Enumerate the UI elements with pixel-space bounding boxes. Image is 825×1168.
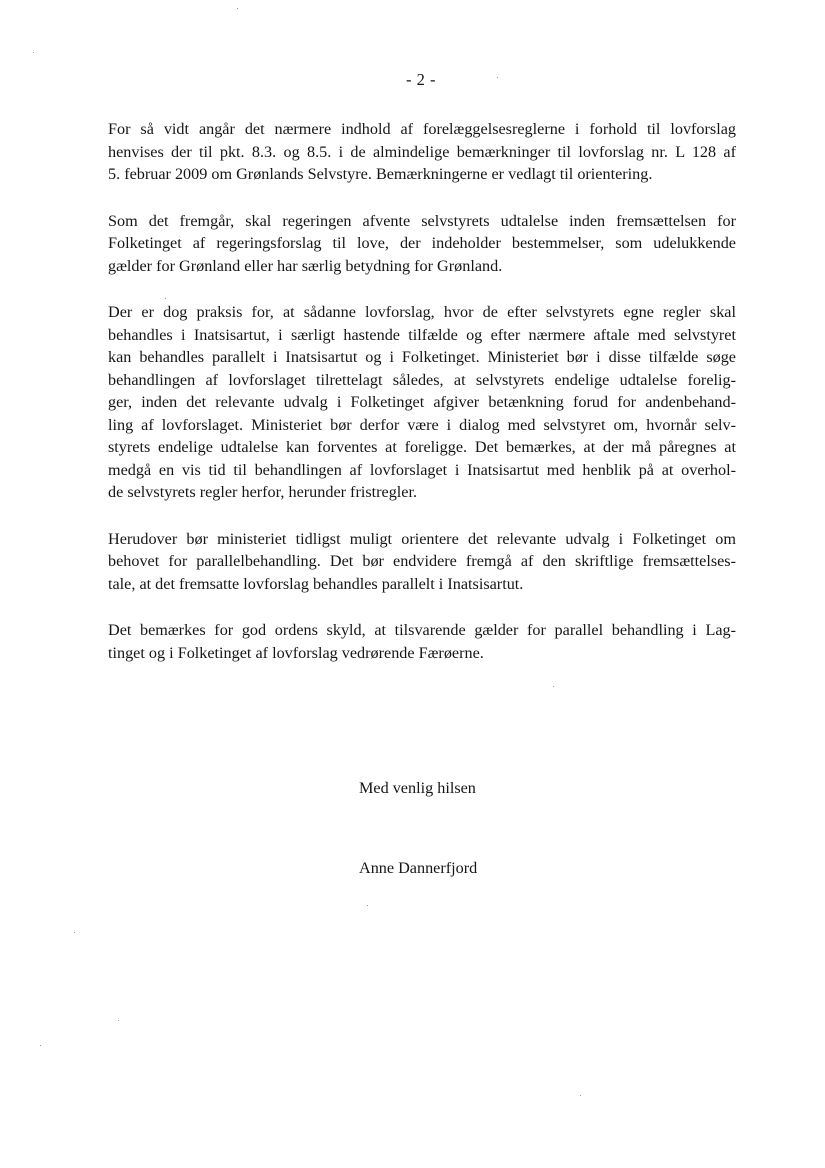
scan-speck [497, 77, 498, 78]
text-line: behandlingen af lovforslaget tilrettelagt således, at selvstyrets endelige udtalelse forelig- [108, 370, 736, 389]
scan-speck [553, 686, 554, 687]
text-line: tinget og i Folketinget af lovforslag vedrørende Færøerne. [108, 643, 484, 662]
page-number: - 2 - [406, 70, 436, 89]
scan-speck [74, 932, 75, 933]
text-line: ger, inden det relevante udvalg i Folketinget afgiver betænkning forud for andenbehand- [108, 393, 736, 411]
closing-greeting: Med venlig hilsen [359, 779, 476, 797]
scan-speck [40, 1045, 41, 1046]
text-line: Der er dog praksis for, at sådanne lovforslag, hvor de efter selvstyrets egne regler skal [108, 303, 736, 321]
text-line: de selvstyrets regler herfor, herunder fristregler. [108, 483, 418, 501]
paragraph-government-await [108, 210, 736, 278]
text-line: behovet for parallelbehandling. Det bør endvidere fremgå af den skriftlige fremsættelses- [108, 552, 736, 570]
paragraph-faroe-note [108, 619, 736, 664]
text-line: gælder for Grønland eller har særlig betydning for Grønland. [108, 256, 503, 275]
scan-speck [33, 52, 34, 53]
scan-speck [118, 1020, 119, 1021]
scan-speck [237, 8, 238, 9]
text-line: medgå en vis tid til behandlingen af lovforslaget i Inatsisartut med henblik på at overhol- [108, 460, 736, 479]
text-line: henvises der til pkt. 8.3. og 8.5. i de almindelige bemærkninger til lovforslag nr. L 128 af [108, 142, 736, 161]
text-line: kan behandles parallelt i Inatsisartut og i Folketinget. Ministeriet bør i disse tilfælde søge [108, 348, 736, 366]
text-line: styrets endelige udtalelse kan forventes at foreligge. Det bemærkes, at der må påregnes at [108, 438, 736, 456]
text-line: ling af lovforslaget. Ministeriet bør derfor være i dialog med selvstyret om, hvornår selv- [108, 415, 736, 434]
paragraph-parallel-practice [108, 301, 736, 504]
text-line: behandles i Inatsisartut, i særligt hastende tilfælde og efter nærmere aftale med selvstyret [108, 325, 736, 344]
text-line: Det bemærkes for god ordens skyld, at tilsvarende gælder for parallel behandling i Lag- [108, 621, 736, 639]
scan-speck [580, 1095, 581, 1096]
letter-body [108, 118, 736, 688]
paragraph-legislation-reference [108, 118, 736, 186]
text-line: Folketinget af regeringsforslag til love, der indeholder bestemmelser, som udelukkende [108, 234, 736, 252]
text-line: Herudover bør ministeriet tidligst muligt orientere det relevante udvalg i Folketinget om [108, 529, 736, 548]
scan-speck [165, 298, 166, 299]
scan-speck [367, 905, 368, 906]
paragraph-ministry-orientation [108, 528, 736, 596]
text-line: tale, at det fremsatte lovforslag behandles parallelt i Inatsisartut. [108, 574, 524, 593]
text-line: 5. februar 2009 om Grønlands Selvstyre. Bemærkningerne er vedlagt til orientering. [108, 165, 653, 183]
signatory-name: Anne Dannerfjord [359, 859, 478, 877]
text-line: For så vidt angår det nærmere indhold af forelæggelsesreglerne i forhold til lovforslag [108, 120, 736, 138]
text-line: Som det fremgår, skal regeringen afvente selvstyrets udtalelse inden fremsættelsen for [108, 211, 736, 230]
